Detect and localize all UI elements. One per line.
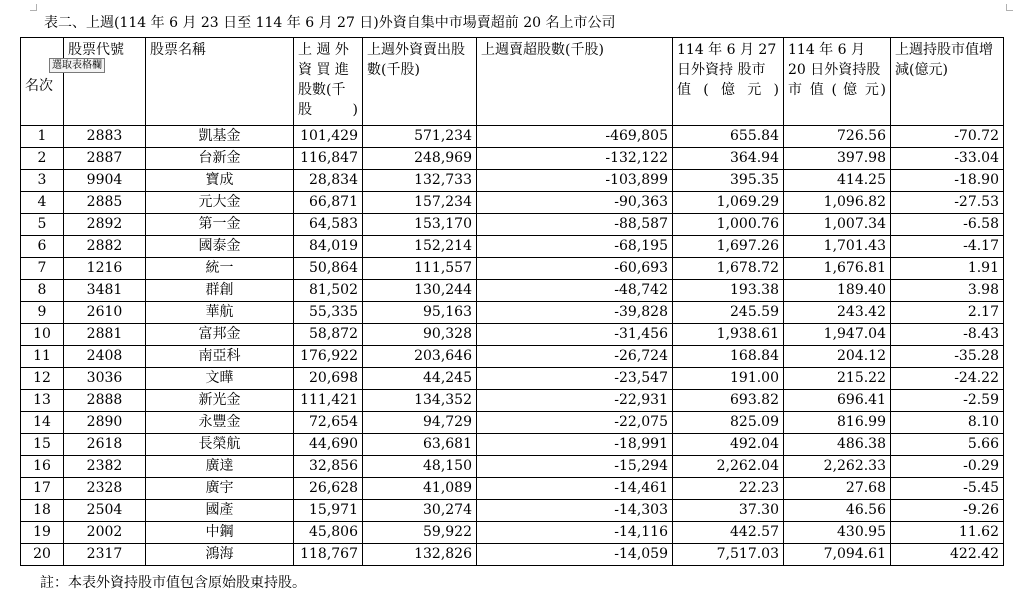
cell-code[interactable]: 2382 — [64, 456, 146, 478]
cell-rank[interactable]: 2 — [21, 148, 64, 170]
table-row — [21, 192, 1004, 214]
cell-name[interactable]: 中鋼 — [146, 522, 294, 544]
cell-buy[interactable]: 32,856 — [294, 456, 363, 478]
cell-buy[interactable]: 15,971 — [294, 500, 363, 522]
cell-name[interactable]: 廣達 — [146, 456, 294, 478]
page-corner-mark — [30, 4, 37, 11]
cell-change[interactable]: 8.10 — [891, 412, 1004, 434]
cell-sell[interactable]: 132,826 — [363, 544, 477, 566]
cell-change[interactable]: -2.59 — [891, 390, 1004, 412]
cell-rank[interactable]: 20 — [21, 544, 64, 566]
cell-mv-0627[interactable]: 2,262.04 — [673, 456, 784, 478]
cell-mv-0620[interactable]: 1,947.04 — [784, 324, 891, 346]
cell-sell[interactable]: 44,245 — [363, 368, 477, 390]
table-row — [21, 522, 1004, 544]
cell-change[interactable]: 2.17 — [891, 302, 1004, 324]
cell-buy[interactable]: 176,922 — [294, 346, 363, 368]
cell-sell[interactable]: 203,646 — [363, 346, 477, 368]
header-change[interactable]: 上週持股市值增減(億元) — [891, 38, 1004, 126]
cell-sell[interactable]: 130,244 — [363, 280, 477, 302]
cell-mv-0620[interactable]: 430.95 — [784, 522, 891, 544]
cell-rank[interactable]: 11 — [21, 346, 64, 368]
cell-mv-0627[interactable]: 37.30 — [673, 500, 784, 522]
cell-sell[interactable]: 157,234 — [363, 192, 477, 214]
cell-mv-0620[interactable]: 696.41 — [784, 390, 891, 412]
cell-change[interactable]: -27.53 — [891, 192, 1004, 214]
cell-mv-0620[interactable]: 27.68 — [784, 478, 891, 500]
cell-name[interactable]: 廣宇 — [146, 478, 294, 500]
cell-net[interactable]: -68,195 — [477, 236, 673, 258]
cell-name[interactable]: 新光金 — [146, 390, 294, 412]
cell-code[interactable]: 2885 — [64, 192, 146, 214]
cell-mv-0620[interactable]: 215.22 — [784, 368, 891, 390]
cell-change[interactable]: -24.22 — [891, 368, 1004, 390]
cell-change[interactable]: 11.62 — [891, 522, 1004, 544]
cell-code[interactable]: 2618 — [64, 434, 146, 456]
cell-mv-0620[interactable]: 414.25 — [784, 170, 891, 192]
table-row — [21, 302, 1004, 324]
cell-code[interactable]: 2408 — [64, 346, 146, 368]
cell-mv-0627[interactable]: 395.35 — [673, 170, 784, 192]
cell-net[interactable]: -14,059 — [477, 544, 673, 566]
cell-rank[interactable]: 18 — [21, 500, 64, 522]
cell-net[interactable]: -22,931 — [477, 390, 673, 412]
cell-net[interactable]: -60,693 — [477, 258, 673, 280]
cell-mv-0620[interactable]: 1,096.82 — [784, 192, 891, 214]
cell-sell[interactable]: 134,352 — [363, 390, 477, 412]
cell-buy[interactable]: 55,335 — [294, 302, 363, 324]
cell-mv-0620[interactable]: 397.98 — [784, 148, 891, 170]
cell-net[interactable]: -103,899 — [477, 170, 673, 192]
cell-net[interactable]: -14,303 — [477, 500, 673, 522]
cell-buy[interactable]: 84,019 — [294, 236, 363, 258]
cell-code[interactable]: 2882 — [64, 236, 146, 258]
table-row — [21, 412, 1004, 434]
cell-name[interactable]: 凱基金 — [146, 126, 294, 148]
cell-name[interactable]: 統一 — [146, 258, 294, 280]
cell-change[interactable]: -5.45 — [891, 478, 1004, 500]
cell-name[interactable]: 國泰金 — [146, 236, 294, 258]
table-row — [21, 500, 1004, 522]
cell-sell[interactable]: 90,328 — [363, 324, 477, 346]
cell-mv-0627[interactable]: 1,938.61 — [673, 324, 784, 346]
cell-mv-0627[interactable]: 245.59 — [673, 302, 784, 324]
table-row — [21, 324, 1004, 346]
header-rank-label: 名次 — [25, 78, 53, 94]
cell-mv-0627[interactable]: 693.82 — [673, 390, 784, 412]
cell-rank[interactable]: 12 — [21, 368, 64, 390]
cell-code[interactable]: 2328 — [64, 478, 146, 500]
select-column-tooltip[interactable]: 選取表格欄 — [49, 58, 105, 73]
cell-mv-0627[interactable]: 442.57 — [673, 522, 784, 544]
cell-change[interactable]: -35.28 — [891, 346, 1004, 368]
cell-buy[interactable]: 58,872 — [294, 324, 363, 346]
cell-sell[interactable]: 63,681 — [363, 434, 477, 456]
cell-buy[interactable]: 101,429 — [294, 126, 363, 148]
cell-name[interactable]: 國產 — [146, 500, 294, 522]
cell-code[interactable]: 3036 — [64, 368, 146, 390]
cell-rank[interactable]: 7 — [21, 258, 64, 280]
cell-code[interactable]: 2892 — [64, 214, 146, 236]
cell-change[interactable]: 422.42 — [891, 544, 1004, 566]
cell-code[interactable]: 9904 — [64, 170, 146, 192]
cell-rank[interactable]: 13 — [21, 390, 64, 412]
table-row — [21, 148, 1004, 170]
cell-mv-0627[interactable]: 1,678.72 — [673, 258, 784, 280]
table-row — [21, 346, 1004, 368]
cell-mv-0620[interactable]: 204.12 — [784, 346, 891, 368]
cell-buy[interactable]: 50,864 — [294, 258, 363, 280]
header-code[interactable]: 股票代號 — [64, 38, 146, 126]
cell-buy[interactable]: 66,871 — [294, 192, 363, 214]
cell-net[interactable]: -18,991 — [477, 434, 673, 456]
cell-net[interactable]: -23,547 — [477, 368, 673, 390]
table-row — [21, 456, 1004, 478]
table-row — [21, 236, 1004, 258]
cell-rank[interactable]: 3 — [21, 170, 64, 192]
cell-buy[interactable]: 20,698 — [294, 368, 363, 390]
cell-code[interactable]: 2890 — [64, 412, 146, 434]
cell-mv-0627[interactable]: 1,000.76 — [673, 214, 784, 236]
cell-net[interactable]: -90,363 — [477, 192, 673, 214]
cell-sell[interactable]: 571,234 — [363, 126, 477, 148]
cell-rank[interactable]: 19 — [21, 522, 64, 544]
cell-sell[interactable]: 48,150 — [363, 456, 477, 478]
cell-mv-0627[interactable]: 655.84 — [673, 126, 784, 148]
cell-rank[interactable]: 6 — [21, 236, 64, 258]
cell-buy[interactable]: 44,690 — [294, 434, 363, 456]
cell-net[interactable]: -88,587 — [477, 214, 673, 236]
cell-name[interactable]: 群創 — [146, 280, 294, 302]
header-mv-0627[interactable]: 114 年 6 月 27 日外資持 股市值(億元) — [673, 38, 784, 126]
cell-mv-0620[interactable]: 2,262.33 — [784, 456, 891, 478]
table-row — [21, 170, 1004, 192]
header-name[interactable]: 股票名稱 — [146, 38, 294, 126]
cell-change[interactable]: -0.29 — [891, 456, 1004, 478]
cell-code[interactable]: 2888 — [64, 390, 146, 412]
cell-buy[interactable]: 28,834 — [294, 170, 363, 192]
cell-rank[interactable]: 5 — [21, 214, 64, 236]
cell-rank[interactable]: 4 — [21, 192, 64, 214]
cell-mv-0627[interactable]: 492.04 — [673, 434, 784, 456]
table-header-row — [21, 38, 1004, 126]
cell-sell[interactable]: 111,557 — [363, 258, 477, 280]
table-caption: 表二、上週(114 年 6 月 23 日至 114 年 6 月 27 日)外資自集中市場賣超前 20 名上市公司 — [44, 15, 616, 31]
cell-net[interactable]: -39,828 — [477, 302, 673, 324]
cell-rank[interactable]: 8 — [21, 280, 64, 302]
cell-code[interactable]: 3481 — [64, 280, 146, 302]
cell-name[interactable]: 長榮航 — [146, 434, 294, 456]
cell-buy[interactable]: 116,847 — [294, 148, 363, 170]
cell-change[interactable]: -8.43 — [891, 324, 1004, 346]
cell-name[interactable]: 華航 — [146, 302, 294, 324]
cell-net[interactable]: -14,116 — [477, 522, 673, 544]
cell-sell[interactable]: 152,214 — [363, 236, 477, 258]
cell-code[interactable]: 2881 — [64, 324, 146, 346]
cell-mv-0620[interactable]: 189.40 — [784, 280, 891, 302]
cell-mv-0620[interactable]: 46.56 — [784, 500, 891, 522]
table-row — [21, 126, 1004, 148]
cell-change[interactable]: -18.90 — [891, 170, 1004, 192]
cell-name[interactable]: 文曄 — [146, 368, 294, 390]
cell-sell[interactable]: 59,922 — [363, 522, 477, 544]
cell-net[interactable]: -15,294 — [477, 456, 673, 478]
cell-sell[interactable]: 153,170 — [363, 214, 477, 236]
cell-mv-0627[interactable]: 191.00 — [673, 368, 784, 390]
table-row — [21, 214, 1004, 236]
cell-buy[interactable]: 111,421 — [294, 390, 363, 412]
cell-name[interactable]: 寶成 — [146, 170, 294, 192]
cell-buy[interactable]: 72,654 — [294, 412, 363, 434]
cell-name[interactable]: 南亞科 — [146, 346, 294, 368]
cell-net[interactable]: -48,742 — [477, 280, 673, 302]
cell-buy[interactable]: 26,628 — [294, 478, 363, 500]
cell-rank[interactable]: 16 — [21, 456, 64, 478]
cell-mv-0620[interactable]: 243.42 — [784, 302, 891, 324]
cell-code[interactable]: 2504 — [64, 500, 146, 522]
cell-mv-0627[interactable]: 168.84 — [673, 346, 784, 368]
cell-net[interactable]: -26,724 — [477, 346, 673, 368]
cell-rank[interactable]: 10 — [21, 324, 64, 346]
cell-mv-0620[interactable]: 486.38 — [784, 434, 891, 456]
cell-mv-0620[interactable]: 816.99 — [784, 412, 891, 434]
cell-name[interactable]: 富邦金 — [146, 324, 294, 346]
table-row — [21, 478, 1004, 500]
cell-net[interactable]: -132,122 — [477, 148, 673, 170]
cell-mv-0620[interactable]: 726.56 — [784, 126, 891, 148]
cell-code[interactable]: 2883 — [64, 126, 146, 148]
cell-buy[interactable]: 64,583 — [294, 214, 363, 236]
cell-buy[interactable]: 45,806 — [294, 522, 363, 544]
cell-change[interactable]: -6.58 — [891, 214, 1004, 236]
table-row — [21, 390, 1004, 412]
header-net[interactable]: 上週賣超股數(千股) — [477, 38, 673, 126]
cell-mv-0627[interactable]: 364.94 — [673, 148, 784, 170]
cell-sell[interactable]: 94,729 — [363, 412, 477, 434]
cell-change[interactable]: 1.91 — [891, 258, 1004, 280]
header-sell[interactable]: 上週外資賣出股數(千股) — [363, 38, 477, 126]
cell-name[interactable]: 永豐金 — [146, 412, 294, 434]
cell-code[interactable]: 2610 — [64, 302, 146, 324]
cell-code[interactable]: 2887 — [64, 148, 146, 170]
header-mv-0620[interactable]: 114 年 6 月 20 日外資持股 市 值 ( 億 元) — [784, 38, 891, 126]
cell-buy[interactable]: 81,502 — [294, 280, 363, 302]
foreign-net-sell-table[interactable] — [20, 37, 1004, 566]
cell-change[interactable]: 3.98 — [891, 280, 1004, 302]
table-row — [21, 368, 1004, 390]
cell-rank[interactable]: 15 — [21, 434, 64, 456]
cell-rank[interactable]: 9 — [21, 302, 64, 324]
cell-mv-0627[interactable]: 7,517.03 — [673, 544, 784, 566]
cell-net[interactable]: -31,456 — [477, 324, 673, 346]
cell-rank[interactable]: 14 — [21, 412, 64, 434]
cell-net[interactable]: -14,461 — [477, 478, 673, 500]
cell-mv-0620[interactable]: 1,676.81 — [784, 258, 891, 280]
cell-sell[interactable]: 95,163 — [363, 302, 477, 324]
cell-change[interactable]: -70.72 — [891, 126, 1004, 148]
cell-change[interactable]: -33.04 — [891, 148, 1004, 170]
cell-mv-0620[interactable]: 7,094.61 — [784, 544, 891, 566]
cell-code[interactable]: 2002 — [64, 522, 146, 544]
table-row — [21, 544, 1004, 566]
cell-mv-0620[interactable]: 1,007.34 — [784, 214, 891, 236]
cell-change[interactable]: -4.17 — [891, 236, 1004, 258]
footnote: 註：本表外資持股市值包含原始股東持股。 — [40, 575, 306, 591]
cell-sell[interactable]: 248,969 — [363, 148, 477, 170]
cell-mv-0627[interactable]: 1,069.29 — [673, 192, 784, 214]
cell-name[interactable]: 台新金 — [146, 148, 294, 170]
header-buy[interactable]: 上 週 外 資 買 進 股數(千 股) — [294, 38, 363, 126]
cell-mv-0627[interactable]: 193.38 — [673, 280, 784, 302]
cell-change[interactable]: -9.26 — [891, 500, 1004, 522]
cell-sell[interactable]: 41,089 — [363, 478, 477, 500]
cell-name[interactable]: 鴻海 — [146, 544, 294, 566]
cell-mv-0627[interactable]: 1,697.26 — [673, 236, 784, 258]
cell-rank[interactable]: 17 — [21, 478, 64, 500]
cell-sell[interactable]: 30,274 — [363, 500, 477, 522]
cell-sell[interactable]: 132,733 — [363, 170, 477, 192]
cell-net[interactable]: -469,805 — [477, 126, 673, 148]
cell-mv-0627[interactable]: 22.23 — [673, 478, 784, 500]
cell-name[interactable]: 第一金 — [146, 214, 294, 236]
cell-name[interactable]: 元大金 — [146, 192, 294, 214]
cell-code[interactable]: 2317 — [64, 544, 146, 566]
cell-rank[interactable]: 1 — [21, 126, 64, 148]
table-row — [21, 258, 1004, 280]
cell-buy[interactable]: 118,767 — [294, 544, 363, 566]
cell-mv-0627[interactable]: 825.09 — [673, 412, 784, 434]
cell-code[interactable]: 1216 — [64, 258, 146, 280]
table-row — [21, 280, 1004, 302]
page-corner-mark — [1006, 4, 1013, 11]
cell-change[interactable]: 5.66 — [891, 434, 1004, 456]
cell-net[interactable]: -22,075 — [477, 412, 673, 434]
cell-mv-0620[interactable]: 1,701.43 — [784, 236, 891, 258]
table-row — [21, 434, 1004, 456]
